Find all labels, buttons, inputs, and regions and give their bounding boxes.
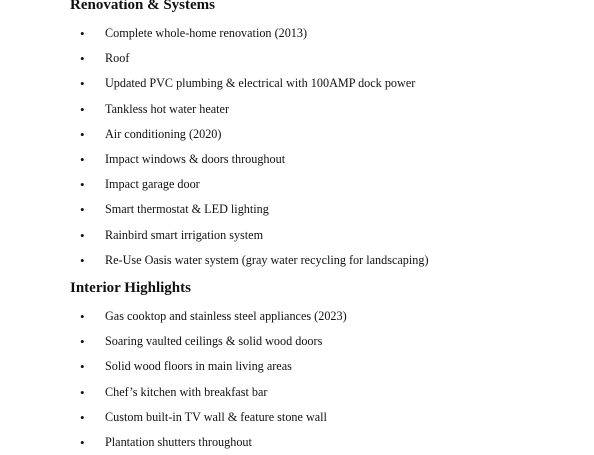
- bullet-icon: •: [80, 309, 85, 324]
- list-item-text: Gas cooktop and stainless steel appliances (2023): [105, 309, 347, 323]
- list-item-text: Rainbird smart irrigation system: [105, 227, 264, 242]
- list-item-text: Tankless hot water heater: [105, 101, 230, 116]
- bullet-icon: •: [80, 76, 85, 92]
- section-heading-renovation: Renovation & Systems: [70, 0, 215, 13]
- section-heading-interior: Interior Highlights: [70, 280, 191, 296]
- list-item-text: Re-Use Oasis water system (gray water recycling for landscaping): [105, 252, 429, 267]
- bullet-icon: •: [80, 151, 85, 167]
- bullet-icon: •: [80, 359, 85, 375]
- list-item-text: Chef’s kitchen with breakfast bar: [105, 384, 268, 399]
- bullet-icon: •: [80, 51, 85, 67]
- bullet-icon: •: [80, 227, 85, 243]
- bullet-icon: •: [80, 126, 85, 142]
- bullet-icon: •: [80, 434, 85, 450]
- bullet-icon: •: [80, 26, 85, 41]
- list-item-text: Roof: [105, 51, 130, 66]
- bullet-icon: •: [80, 334, 85, 350]
- list-item-text: Plantation shutters throughout: [105, 434, 252, 449]
- bullet-icon: •: [80, 177, 85, 193]
- list-item-text: Complete whole-home renovation (2013): [105, 26, 308, 40]
- list-item-text: Soaring vaulted ceilings & solid wood doors: [105, 334, 323, 349]
- bullet-icon: •: [80, 101, 85, 117]
- bullet-icon: •: [80, 384, 85, 400]
- bullet-icon: •: [80, 409, 85, 425]
- list-item-text: Air conditioning (2020): [105, 126, 222, 141]
- list-item-text: Solid wood floors in main living areas: [105, 359, 292, 374]
- list-item-text: Custom built-in TV wall & feature stone wall: [105, 409, 327, 424]
- list-item-text: Impact garage door: [105, 177, 200, 192]
- bullet-icon: •: [80, 252, 85, 268]
- bullet-icon: •: [80, 202, 85, 218]
- list-item-text: Impact windows & doors throughout: [105, 151, 286, 166]
- list-item-text: Smart thermostat & LED lighting: [105, 202, 269, 217]
- list-item-text: Updated PVC plumbing & electrical with 100AMP dock power: [105, 76, 416, 91]
